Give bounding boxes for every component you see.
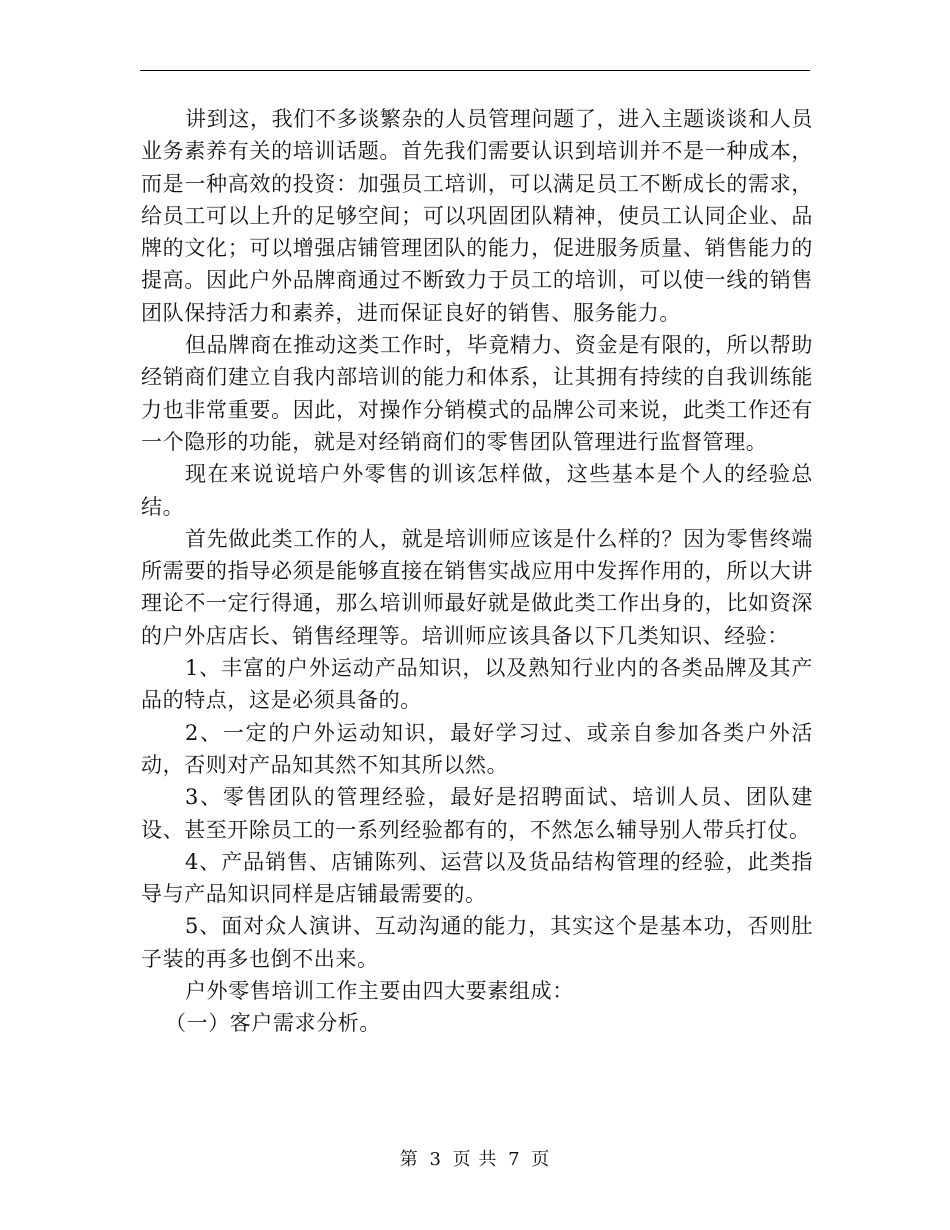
list-item-1: 1、丰富的户外运动产品知识，以及熟知行业内的各类品牌及其产品的特点，这是必须具备的。 (141, 656, 813, 713)
page-footer (0, 1145, 950, 1171)
paragraph-how-to: 现在来说说培户外零售的训该怎样做，这些基本是个人的经验总结。 (141, 462, 813, 519)
document-body (141, 103, 813, 1040)
footer-middle: 页 共 (452, 1149, 498, 1170)
page-number-current: 3 (429, 1149, 442, 1170)
page-number-total: 7 (508, 1149, 521, 1170)
list-item-3: 3、零售团队的管理经验，最好是招聘面试、培训人员、团队建设、甚至开除员工的一系列经验都有的，不然怎么辅导别人带兵打仗。 (141, 785, 813, 842)
footer-prefix: 第 (399, 1149, 419, 1170)
paragraph-trainer-profile: 首先做此类工作的人，就是培训师应该是什么样的？因为零售终端所需要的指导必须是能够直接在销售实战应用中发挥作用的，所以大讲理论不一定行得通，那么培训师最好就是做此类工作出身的，比如资深的户外店店长、销售经理等。培训师应该具备以下几类知识、经验： (141, 526, 813, 648)
list-item-4: 4、产品销售、店铺陈列、运营以及货品结构管理的经验，此类指导与产品知识同样是店铺最需要的。 (141, 849, 813, 907)
list-item-2: 2、一定的户外运动知识，最好学习过、或亲自参加各类户外活动，否则对产品知其然不知其所以然。 (141, 720, 813, 777)
paragraph-training-investment: 讲到这，我们不多谈繁杂的人员管理问题了，进入主题谈谈和人员业务素养有关的培训话题。首先我们需要认识到培训并不是一种成本，而是一种高效的投资：加强员工培训，可以满足员工不断成长的需求，给员工可以上升的足够空间；可以巩固团队精神，使员工认同企业、品牌的文化；可以增强店铺管理团队的能力，促进服务质量、销售能力的提高。因此户外品牌商通过不断致力于员工的培训，可以使一线的销售团队保持活力和素养，进而保证良好的销售、服务能力。 (141, 107, 813, 325)
section-heading-customer-needs: （一）客户需求分析。 (165, 1011, 381, 1036)
paragraph-dealer-training: 但品牌商在推动这类工作时，毕竟精力、资金是有限的，所以帮助经销商们建立自我内部培训的能力和体系，让其拥有持续的自我训练能力也非常重要。因此，对操作分销模式的品牌公司来说，此类工作还有一个隐形的功能，就是对经销商们的零售团队管理进行监督管理。 (141, 333, 813, 454)
footer-suffix: 页 (531, 1149, 551, 1170)
paragraph-four-elements: 户外零售培训工作主要由四大要素组成： (185, 979, 574, 1004)
header-rule (140, 70, 810, 71)
list-item-5: 5、面对众人演讲、互动沟通的能力，其实这个是基本功，否则肚子装的再多也倒不出来。 (141, 914, 813, 971)
